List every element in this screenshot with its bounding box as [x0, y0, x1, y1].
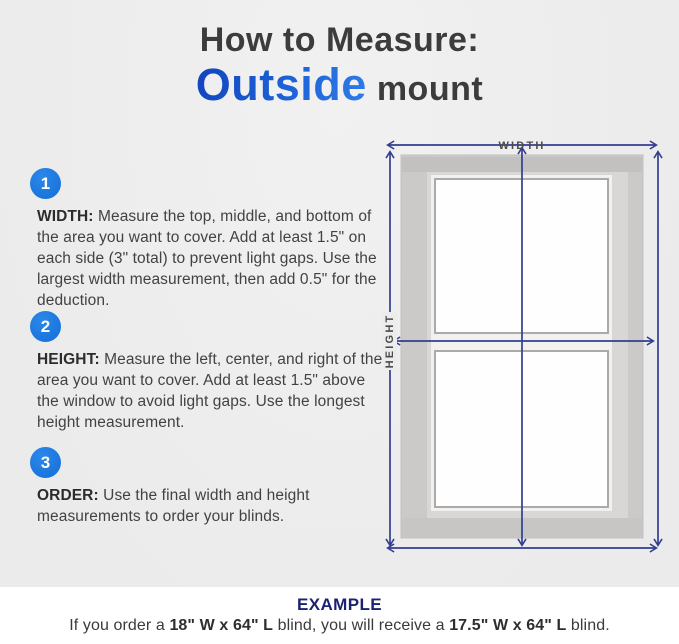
step-2-text: [37, 349, 384, 433]
step-3-label: ORDER:: [37, 487, 99, 504]
title-accent-outside: Outside: [195, 59, 367, 111]
step-height: [30, 311, 384, 433]
step-3-text: [37, 485, 384, 527]
page-title-line1: How to Measure:: [199, 21, 480, 59]
step-1-badge: 1: [30, 168, 61, 199]
height-label: HEIGHT: [384, 313, 396, 369]
window-diagram-svg: [375, 130, 675, 570]
step-3-badge: 3: [30, 447, 61, 478]
example-received-size: 17.5" W x 64" L: [449, 617, 567, 634]
step-2-badge: 2: [30, 311, 61, 342]
title-suffix-mount: mount: [376, 70, 484, 109]
step-2-body: Measure the left, center, and right of the area you want to cover. Add at least 1.5" above the window to avoid light gaps. Use the longest height measurement.: [37, 351, 383, 432]
width-label: WIDTH: [498, 140, 546, 152]
step-1-body: Measure the top, middle, and bottom of the area you want to cover. Add at least 1.5" on each side (3" total) to prevent light gaps. Use the largest width measurement, then add 0.5" for the deduction.: [37, 208, 377, 310]
example-part-3: blind, you will receive a: [273, 617, 450, 634]
example-section: [0, 587, 679, 644]
window-measurement-diagram: [375, 130, 675, 570]
page-title-line2: [0, 60, 679, 110]
step-1-label: WIDTH:: [37, 208, 94, 225]
step-3-body: Use the final width and height measurements to order your blinds.: [37, 487, 310, 526]
step-1-text: [37, 206, 384, 311]
example-heading: EXAMPLE: [297, 595, 382, 614]
example-ordered-size: 18" W x 64" L: [169, 617, 274, 634]
step-2-label: HEIGHT:: [37, 351, 100, 368]
title-block: [0, 22, 679, 110]
example-sentence: [0, 617, 679, 635]
example-part-5: blind.: [566, 617, 610, 634]
step-width: [30, 168, 384, 311]
step-order: [30, 447, 384, 527]
example-part-1: If you order a: [69, 617, 170, 634]
